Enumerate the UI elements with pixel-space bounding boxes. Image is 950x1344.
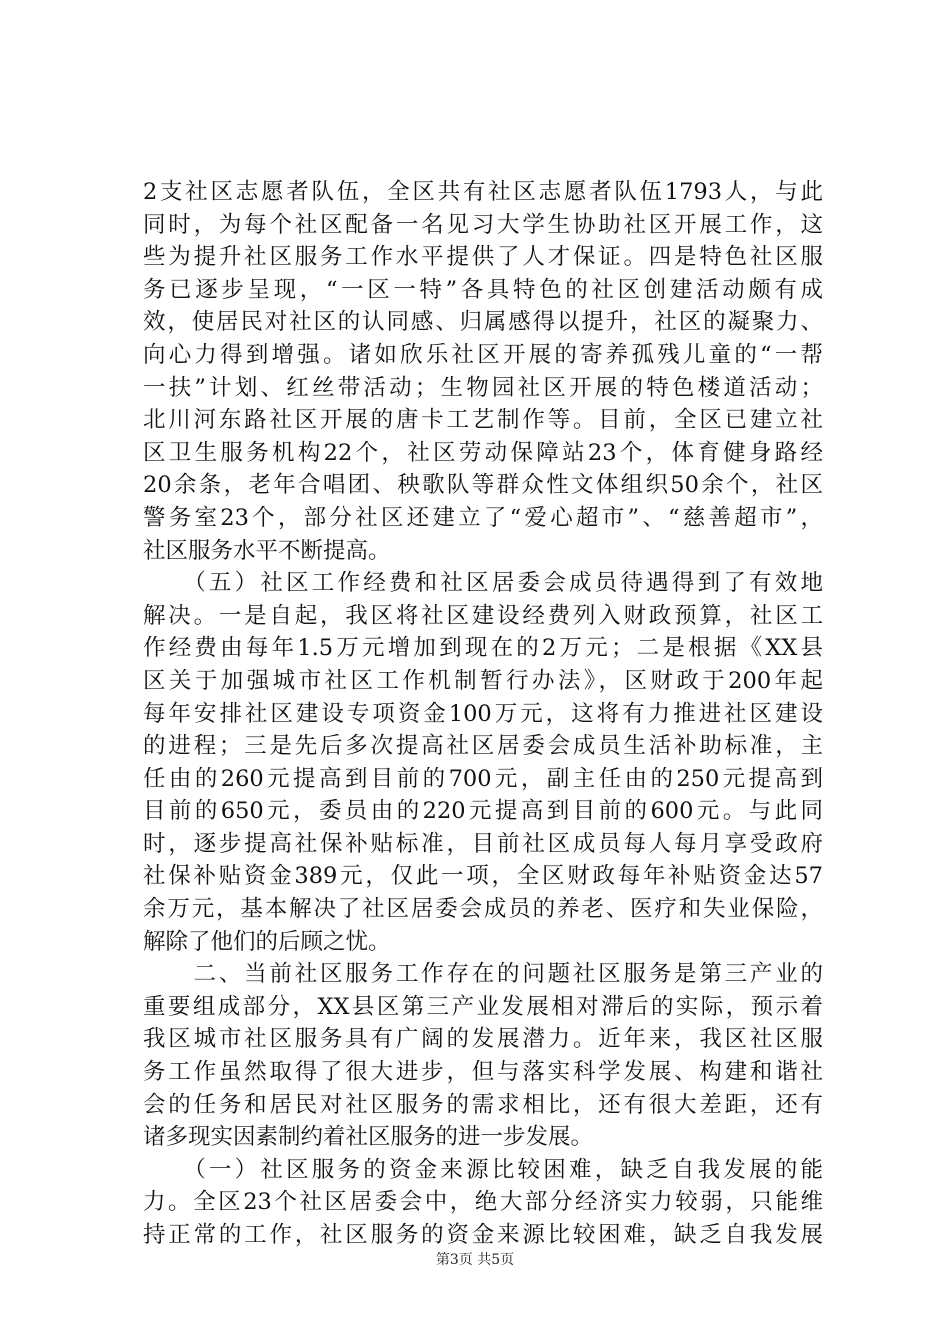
text-line: 些为提升社区服务工作水平提供了人才保证。四是特色社区服	[143, 244, 823, 271]
text-line: 2支社区志愿者队伍，全区共有社区志愿者队伍1793人，与此	[143, 179, 823, 205]
text-line: 20余条，老年合唱团、秧歌队等群众性文体组织50余个，社区	[143, 472, 823, 499]
text-line: 务工作虽然取得了很大进步，但与落实科学发展、构建和谐社	[143, 1059, 823, 1086]
text-line: 任由的260元提高到目前的700元，副主任由的250元提高到	[143, 765, 823, 792]
text-line: 区卫生服务机构22个，社区劳动保障站23个，体育健身路经	[143, 439, 823, 466]
text-line: 的进程；三是先后多次提高社区居委会成员生活补助标准，主	[143, 733, 823, 760]
text-line: 二、当前社区服务工作存在的问题社区服务是第三产业的	[143, 961, 823, 988]
text-line: 效，使居民对社区的认同感、归属感得以提升，社区的凝聚力、	[143, 309, 823, 336]
text-line: 诸多现实因素制约着社区服务的进一步发展。	[143, 1124, 594, 1151]
body-text	[143, 176, 823, 1252]
text-line: 社区服务水平不断提高。	[143, 537, 391, 564]
text-line: 区关于加强城市社区工作机制暂行办法》，区财政于200年起	[143, 667, 823, 694]
text-line: 社保补贴资金389元，仅此一项，全区财政每年补贴资金达57	[143, 863, 823, 890]
text-line: 一扶”计划、红丝带活动；生物园社区开展的特色楼道活动；	[143, 374, 823, 401]
text-line: 重要组成部分，XX县区第三产业发展相对滞后的实际，预示着	[143, 993, 823, 1020]
text-line: 作经费由每年1.5万元增加到现在的2万元；二是根据《XX县	[143, 635, 823, 662]
text-line: 北川河东路社区开展的唐卡工艺制作等。目前，全区已建立社	[143, 407, 823, 434]
text-line: 余万元，基本解决了社区居委会成员的养老、医疗和失业保险，	[143, 896, 823, 923]
text-line: 同时，为每个社区配备一名见习大学生协助社区开展工作，这	[143, 211, 823, 238]
text-line: 每年安排社区建设专项资金100万元，这将有力推进社区建设	[143, 700, 823, 727]
text-line: 我区城市社区服务具有广阔的发展潜力。近年来，我区社区服	[143, 1026, 823, 1053]
text-line: 力。全区23个社区居委会中，绝大部分经济实力较弱，只能维	[143, 1189, 823, 1216]
text-line: 会的任务和居民对社区服务的需求相比，还有很大差距，还有	[143, 1091, 823, 1118]
text-line: （一）社区服务的资金来源比较困难，缺乏自我发展的能	[143, 1156, 823, 1183]
text-line: 务已逐步呈现，“一区一特”各具特色的社区创建活动颇有成	[143, 276, 823, 303]
text-line: 解决。一是自起，我区将社区建设经费列入财政预算，社区工	[143, 602, 823, 629]
text-line: 解除了他们的后顾之忧。	[143, 928, 391, 955]
text-line: 向心力得到增强。诸如欣乐社区开展的寄养孤残儿童的“一帮	[143, 341, 823, 368]
page-footer: 第3页 共5页	[435, 1252, 515, 1268]
text-line: （五）社区工作经费和社区居委会成员待遇得到了有效地	[143, 570, 823, 597]
text-line: 目前的650元，委员由的220元提高到目前的600元。与此同	[143, 798, 823, 825]
text-line: 时，逐步提高社保补贴标准，目前社区成员每人每月享受政府	[143, 830, 823, 857]
text-line: 警务室23个，部分社区还建立了“爱心超市”、“慈善超市”，	[143, 504, 823, 531]
text-line: 持正常的工作，社区服务的资金来源比较困难，缺乏自我发展	[143, 1222, 823, 1248]
